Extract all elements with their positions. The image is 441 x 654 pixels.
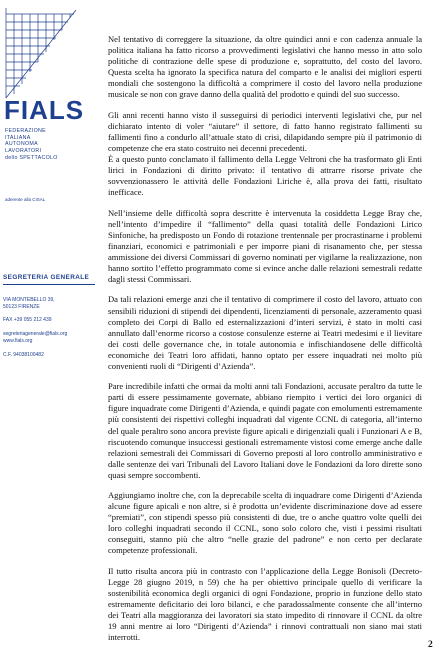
federation-line: ITALIANA <box>5 134 31 141</box>
body-paragraph: Aggiungiamo inoltre che, con la deprecabile scelta di inquadrare come Dirigenti d’Azienda alcune figure apicali e non altre, si è prodotta un’evidente discriminazione dove ad essere “premiati”, con stipendi spesso più consistenti di due, tre o anche quattro volte quelli dei loro colleghi inquadrati secondo il CCNL, sono solo coloro che, visti i pessimi risultati conseguiti, stanno più che altro “nelle grazie del padrone” e non certo per declarate competenze professionali. <box>108 490 422 556</box>
email-link[interactable]: segreteriagenerale@fials.org <box>3 331 68 337</box>
body-paragraph: Nell’insieme delle difficoltà sopra descritte è intervenuta la cosiddetta Legge Bray che, nell’intento d’impedire il “fallimento” della quasi totalità delle Fondazioni Lirico Sinfoniche, ha predisposto un Fondo di rotazione trentennale per procrastinarne i problemi finanziari, economici e patrimoniali e per imporre piani di risanamento che, per stessa ammissione dei diversi Commissari di governo nominati per vigilarne la realizzazione, non hanno sortito l’effetto programmato come si evince anche dalle relazioni semestrali redatte dagli stessi Commissari. <box>108 207 422 284</box>
body-paragraph: Nel tentativo di correggere la situazione, da oltre quindici anni e con cadenza annuale la politica italiana ha fatto ricorso a provvedimenti legislativi che hanno messo in atto solo politiche di contrazione delle spese di produzione e, soprattutto, del costo del lavoro. Questa scelta ha ignorato la specifica natura del comparto e le analisi dei migliori esperti mondiali che sostengono la difficoltà a comprimere il costo del lavoro nella produzione musicale se non con grave danno della qualità del prodotto e quindi del suo successo. <box>108 34 422 100</box>
letter-body <box>108 34 422 653</box>
federation-name <box>5 128 58 162</box>
federation-line: AUTONOMA <box>5 141 38 148</box>
tax-code: C.F. 94038100482 <box>3 352 44 358</box>
body-paragraph: Gli anni recenti hanno visto il susseguirsi di periodici interventi legislativi che, pur nel dichiarato intento di voler “aiutare” il settore, di fatto hanno registrato fallimenti su fallimenti fino a condurlo all’attuale stato di crisi, dilapidando sempre più il patrimonio di competenze che era stato costruito nei decenni precedenti. È a questo punto conclamato il fallimento della Legge Veltroni che ha trasformato gli Enti lirici in Fondazioni di diritto privato: il tentativo di attrarre risorse private che sovvenzionassero le attività delle Fondazioni Liriche è, alla prova dei fatti, risultato inefficace. <box>108 109 422 198</box>
body-paragraph: Pare incredibile infatti che ormai da molti anni tali Fondazioni, accusate peraltro da tutte le parti di essere pessimamente governate, abbiano riempito i vertici dei loro organici di figure inquadrate come Dirigenti d’Azienda, e quindi pagate con emolumenti estremamente più consistenti dei rispettivi colleghi inquadrati dal vigente CCNL di categoria, all’interno del quale peraltro sono ancora previste figure apicali e dirigenziali quali i Funzionari A e B, riscuotendo comunque insuccessi gestionali estremamente vistosi come emerge anche dalle relazioni semestrali dei Commissari di Governo preposti al loro controllo amministrativo e dalle sentenze dei vari Tribunali del Lavoro Italiani dove le Fondazioni da loro dirette sono quasi sempre soccombenti. <box>108 381 422 480</box>
fials-logo-icon <box>2 6 82 106</box>
affiliation-note: aderente alla CISAL <box>5 197 46 202</box>
letterhead-sidebar <box>0 0 98 654</box>
federation-line: dello SPETTACOLO <box>5 154 58 161</box>
body-paragraph: Il tutto risulta ancora più in contrasto con l’applicazione della Legge Bonisoli (Decreto-Legge 28 giugno 2019, n 59) che ha per obiettivo principale quello di verificare la sostenibilità economica degli organici di ogni Fondazione, proprio in funzione dello stato estremamente deficitario dei loro bilanci, e che paradossalmente consente che all’interno dei Teatri alla maggioranza dei lavoratori sia stato impedito di rinnovare il CCNL da oltre 19 anni mentre ai loro “Dirigenti d’Azienda” i rinnovi contrattuali non siano mai stati interrotti. <box>108 566 422 643</box>
address-line: 50123 FIRENZE <box>3 304 40 310</box>
body-paragraph: Da tali relazioni emerge anzi che il tentativo di comprimere il costo del lavoro, attuato con sensibili riduzioni di stipendi dei dipendenti, licenziamenti di personale, azzeramento quasi completo dei Corpi di Ballo ed esternalizzazioni d’interi servizi, è stato in molti casi annullato dall’enorme ricorso a costose consulenze esterne ai Teatri medesimi e il lievitare dei costi delle governance che, in totale autonomia e infischiandosene delle difficoltà economiche dei Teatri loro affidati, hanno optato per essere inquadrati nei molto più convenienti ruoli di “Dirigenti d’Azienda”. <box>108 294 422 371</box>
federation-line: FEDERAZIONE <box>5 128 46 134</box>
fax-number: FAX +39 055 212 439 <box>3 317 52 323</box>
website-link[interactable]: www.fials.org <box>3 338 33 344</box>
secretariat-title: SEGRETERIA GENERALE <box>3 274 90 281</box>
address-line: VIA MONTEBELLO 39, <box>3 297 55 303</box>
secretariat-divider <box>3 284 95 285</box>
federation-line: LAVORATORI <box>5 148 42 155</box>
page-number: 2 <box>428 640 433 650</box>
logo-text: FIALS <box>4 95 85 125</box>
